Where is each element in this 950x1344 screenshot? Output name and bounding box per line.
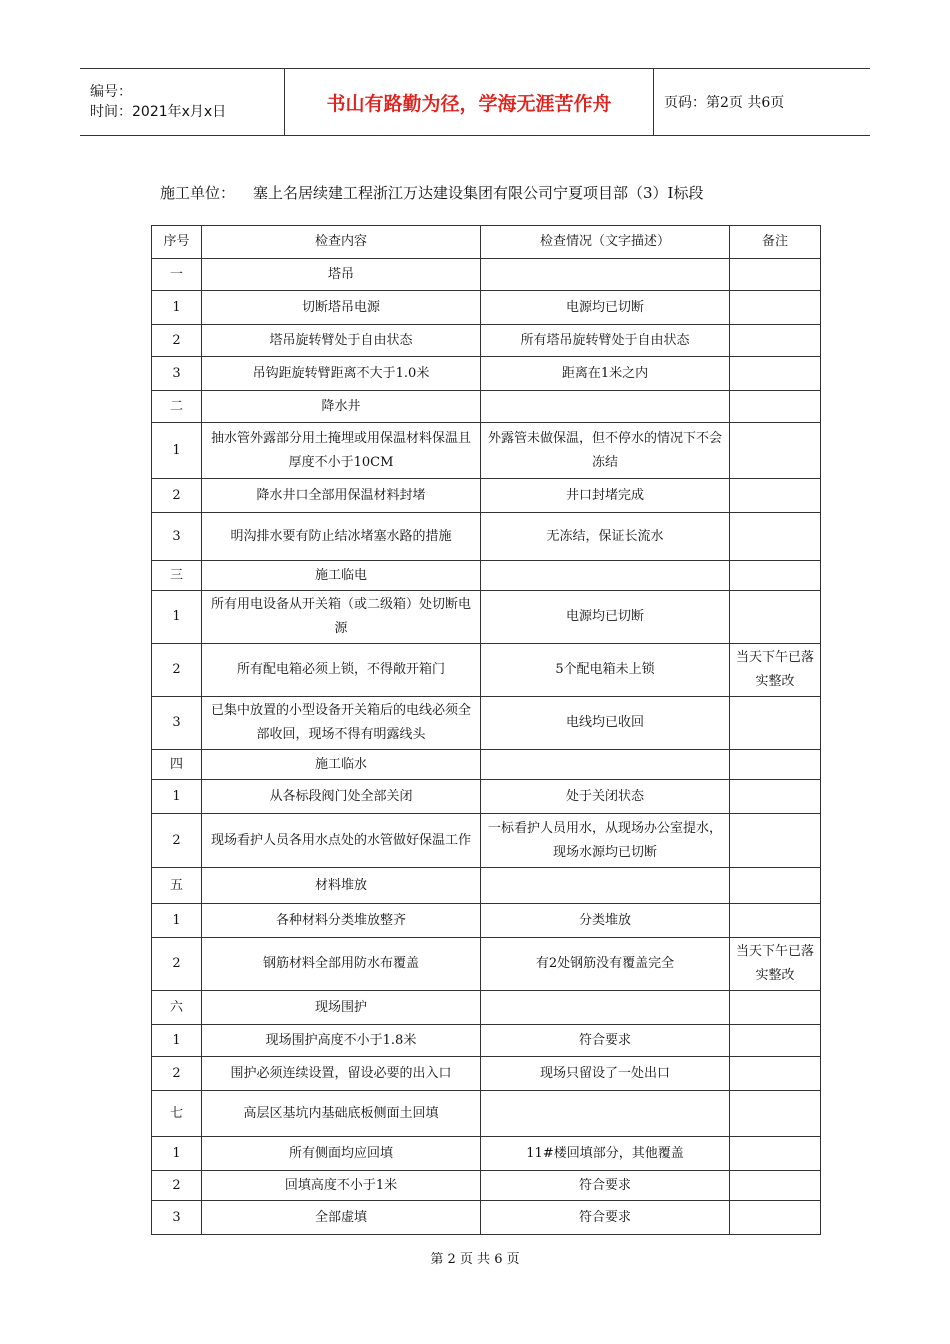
remark [730, 1171, 821, 1201]
header-page-info: 页码：第2页 共6页 [664, 95, 785, 111]
header-meta [80, 69, 284, 135]
row-number: 一 [152, 259, 202, 291]
construction-unit-line [160, 182, 860, 203]
row-number: 1 [152, 1025, 202, 1057]
check-item: 所有用电设备从开关箱（或二级箱）处切断电源 [202, 591, 481, 644]
check-item: 塔吊 [202, 259, 481, 291]
check-item: 材料堆放 [202, 868, 481, 904]
page-footer: 第 2 页 共 6 页 [430, 1252, 520, 1267]
remark [730, 750, 821, 780]
check-item: 所有侧面均应回填 [202, 1137, 481, 1171]
table-row [152, 1137, 821, 1171]
inspection-table [151, 225, 821, 1235]
remark [730, 513, 821, 561]
row-number: 2 [152, 814, 202, 868]
table-row [152, 259, 821, 291]
remark [730, 479, 821, 513]
row-number: 3 [152, 357, 202, 391]
check-result: 现场只留设了一处出口 [481, 1057, 730, 1091]
check-result: 电源均已切断 [481, 291, 730, 325]
row-number: 四 [152, 750, 202, 780]
check-item: 高层区基坑内基础底板侧面土回填 [202, 1091, 481, 1137]
remark [730, 1091, 821, 1137]
table-row [152, 1171, 821, 1201]
row-number: 1 [152, 780, 202, 814]
check-result [481, 391, 730, 423]
check-item: 从各标段阀门处全部关闭 [202, 780, 481, 814]
check-result: 电源均已切断 [481, 591, 730, 644]
construction-unit-value: 塞上名居续建工程浙江万达建设集团有限公司宁夏项目部（3）Ⅰ标段 [253, 184, 704, 202]
table-row [152, 1025, 821, 1057]
check-item: 钢筋材料全部用防水布覆盖 [202, 938, 481, 991]
remark [730, 1025, 821, 1057]
remark [730, 904, 821, 938]
check-item: 围护必须连续设置，留设必要的出入口 [202, 1057, 481, 1091]
check-item: 降水井口全部用保温材料封堵 [202, 479, 481, 513]
remark [730, 391, 821, 423]
check-result [481, 561, 730, 591]
check-result [481, 259, 730, 291]
row-number: 3 [152, 697, 202, 750]
remark: 当天下午已落实整改 [730, 644, 821, 697]
table-row [152, 513, 821, 561]
row-number: 三 [152, 561, 202, 591]
header-no: 序号 [152, 226, 202, 259]
row-number: 七 [152, 1091, 202, 1137]
row-number: 1 [152, 591, 202, 644]
check-result [481, 1091, 730, 1137]
check-result [481, 750, 730, 780]
check-result: 井口封堵完成 [481, 479, 730, 513]
check-item: 吊钩距旋转臂距离不大于1.0米 [202, 357, 481, 391]
table-row [152, 644, 821, 697]
construction-unit-label: 施工单位： [160, 184, 236, 202]
check-result: 电线均已收回 [481, 697, 730, 750]
check-result [481, 868, 730, 904]
row-number: 2 [152, 479, 202, 513]
check-item: 明沟排水要有防止结冰堵塞水路的措施 [202, 513, 481, 561]
header-motto: 书山有路勤为径，学海无涯苦作舟 [284, 69, 654, 135]
header-content: 检查内容 [202, 226, 481, 259]
row-number: 3 [152, 513, 202, 561]
row-number: 二 [152, 391, 202, 423]
table-header-row [152, 226, 821, 259]
table-row [152, 325, 821, 357]
table-row [152, 991, 821, 1025]
remark [730, 325, 821, 357]
row-number: 3 [152, 1201, 202, 1235]
table-row [152, 780, 821, 814]
row-number: 1 [152, 423, 202, 479]
remark [730, 868, 821, 904]
check-item: 塔吊旋转臂处于自由状态 [202, 325, 481, 357]
check-result: 处于关闭状态 [481, 780, 730, 814]
check-item: 各种材料分类堆放整齐 [202, 904, 481, 938]
table-row [152, 423, 821, 479]
check-result: 5个配电箱未上锁 [481, 644, 730, 697]
row-number: 五 [152, 868, 202, 904]
remark [730, 591, 821, 644]
row-number: 2 [152, 1171, 202, 1201]
remark [730, 1057, 821, 1091]
remark [730, 561, 821, 591]
header-note: 备注 [730, 226, 821, 259]
page-header [80, 68, 870, 136]
table-row [152, 868, 821, 904]
remark [730, 423, 821, 479]
table-row [152, 1201, 821, 1235]
table-row [152, 591, 821, 644]
table-row [152, 750, 821, 780]
row-number: 1 [152, 904, 202, 938]
check-item: 所有配电箱必须上锁，不得敞开箱门 [202, 644, 481, 697]
table-row [152, 1091, 821, 1137]
row-number: 2 [152, 938, 202, 991]
remark [730, 814, 821, 868]
check-item: 现场围护 [202, 991, 481, 1025]
remark [730, 1137, 821, 1171]
check-result: 分类堆放 [481, 904, 730, 938]
check-item: 现场看护人员各用水点处的水管做好保温工作 [202, 814, 481, 868]
remark [730, 780, 821, 814]
row-number: 1 [152, 291, 202, 325]
check-result: 距离在1米之内 [481, 357, 730, 391]
check-result: 外露管未做保温，但不停水的情况下不会冻结 [481, 423, 730, 479]
check-result: 有2处钢筋没有覆盖完全 [481, 938, 730, 991]
check-item: 施工临电 [202, 561, 481, 591]
header-status: 检查情况（文字描述） [481, 226, 730, 259]
table-row [152, 938, 821, 991]
table-row [152, 814, 821, 868]
check-item: 回填高度不小于1米 [202, 1171, 481, 1201]
table-row [152, 904, 821, 938]
check-result: 符合要求 [481, 1025, 730, 1057]
check-result: 11#楼回填部分，其他覆盖 [481, 1137, 730, 1171]
check-result: 一标看护人员用水，从现场办公室提水，现场水源均已切断 [481, 814, 730, 868]
check-result: 所有塔吊旋转臂处于自由状态 [481, 325, 730, 357]
table-row [152, 391, 821, 423]
row-number: 六 [152, 991, 202, 1025]
check-result: 符合要求 [481, 1171, 730, 1201]
remark [730, 357, 821, 391]
table-row [152, 561, 821, 591]
check-item: 施工临水 [202, 750, 481, 780]
row-number: 1 [152, 1137, 202, 1171]
check-item: 现场围护高度不小于1.8米 [202, 1025, 481, 1057]
row-number: 2 [152, 644, 202, 697]
check-item: 抽水管外露部分用土掩埋或用保温材料保温且厚度不小于10CM [202, 423, 481, 479]
remark: 当天下午已落实整改 [730, 938, 821, 991]
remark [730, 697, 821, 750]
remark [730, 1201, 821, 1235]
row-number: 2 [152, 1057, 202, 1091]
check-item: 降水井 [202, 391, 481, 423]
document-date: 时间：2021年x月x日 [90, 104, 227, 120]
row-number: 2 [152, 325, 202, 357]
table-row [152, 697, 821, 750]
check-item: 全部虚填 [202, 1201, 481, 1235]
remark [730, 991, 821, 1025]
check-item: 切断塔吊电源 [202, 291, 481, 325]
table-body [152, 259, 821, 1235]
table-row [152, 291, 821, 325]
table-row [152, 1057, 821, 1091]
remark [730, 259, 821, 291]
document-number-label: 编号： [90, 84, 132, 100]
table-row [152, 357, 821, 391]
table-row [152, 479, 821, 513]
check-result: 无冻结，保证长流水 [481, 513, 730, 561]
check-item: 已集中放置的小型设备开关箱后的电线必须全部收回，现场不得有明露线头 [202, 697, 481, 750]
remark [730, 291, 821, 325]
check-result [481, 991, 730, 1025]
check-result: 符合要求 [481, 1201, 730, 1235]
